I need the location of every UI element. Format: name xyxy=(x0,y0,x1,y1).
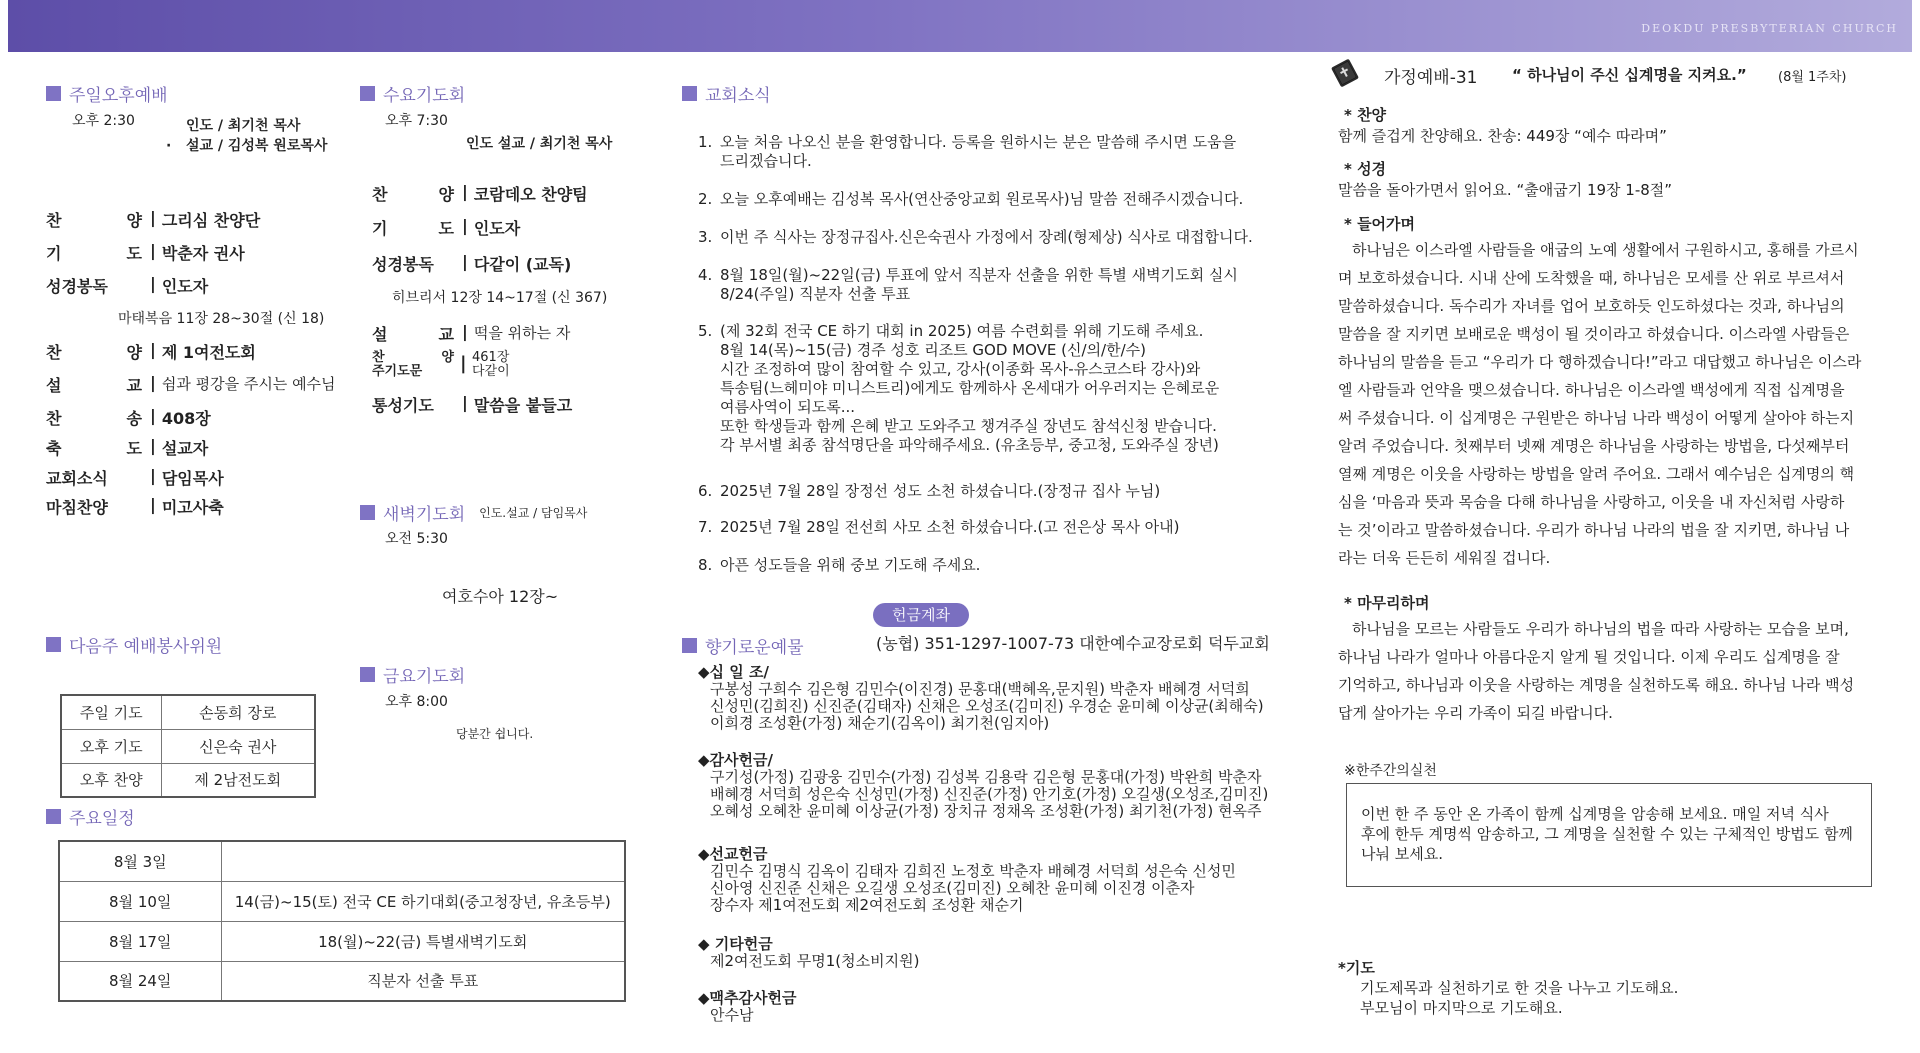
scripture-block: * 성경 말씀을 돌아가면서 읽어요. “출애굽기 19장 1-8절” xyxy=(1338,160,1673,199)
sunday-pm-time: 오후 2:30 xyxy=(72,113,135,129)
news-item: 4. 8월 18일(월)~22일(금) 투표에 앞서 직분자 선출을 위한 특별 새벽기도회 실시 8/24(주일) 직분자 선출 투표 xyxy=(698,266,1238,303)
section-next-week-title: 다음주 예배봉사위원 xyxy=(46,632,222,657)
header-banner xyxy=(8,0,1912,52)
practice-box: 이번 한 주 동안 온 가족이 함께 십계명을 암송해 보세요. 매일 저녁 식사 후에 한두 계명씩 암송하고, 그 계명을 실천할 수 있는 구체적인 방법도 함께 나눠 보세요. xyxy=(1346,783,1872,887)
bullet-square-icon xyxy=(360,86,375,101)
wednesday-hymn-values: 461장 다같이 xyxy=(472,350,510,379)
bullet-square-icon xyxy=(46,637,61,652)
church-name: DEOKDU PRESBYTERIAN CHURCH xyxy=(1641,22,1898,35)
section-friday-title: 금요기도회 xyxy=(360,662,465,687)
schedule-table xyxy=(58,840,626,1002)
bank-account: (농협) 351-1297-1007-73 대한예수교장로회 덕두교회 xyxy=(876,634,1270,653)
closing-block: * 마무리하며 하나님을 모르는 사람들도 우리가 하나님의 법을 따라 사랑하는 모습을 보며, 하나님 나라가 얼마나 아름다운지 알게 될 것입니다. 이제 우리도 십계명을 잘 기억하고, 하나님과 이웃을 사랑하는 계명을 실천하도록 해요. 하나님 나라 백성 답게 살아가는 우리 가족이 되길 바랍니다. xyxy=(1338,594,1855,722)
bullet-square-icon xyxy=(682,86,697,101)
order-row: 찬 송 | 408장 xyxy=(46,406,211,428)
news-item: 8. 아픈 성도들을 위해 중보 기도해 주세요. xyxy=(698,556,981,574)
family-worship-subtitle: “ 하나님이 주신 십계명을 지켜요.” xyxy=(1512,66,1747,84)
news-item: 1. 오늘 처음 나오신 분을 환영합니다. 등록을 원하시는 분은 말씀해 주시면 도움을 드리겠습니다. xyxy=(698,133,1237,170)
practice-heading: ※한주간의실천 xyxy=(1344,763,1437,779)
table-row: 8월 17일 18(월)~22(금) 특별새벽기도회 xyxy=(59,921,625,961)
wednesday-leader: 인도 설교 / 최기천 목사 xyxy=(466,136,613,152)
wednesday-time: 오후 7:30 xyxy=(385,113,448,129)
section-dawn-title: 새벽기도회 인도.설교 / 담임목사 xyxy=(360,500,587,525)
order-row: 마침찬양 | 미고사축 xyxy=(46,495,224,517)
order-row: 통성기도 | 말씀을 붙들고 xyxy=(372,393,573,415)
dawn-text: 여호수아 12장~ xyxy=(442,587,559,606)
bullet-square-icon xyxy=(360,505,375,520)
table-row: 주일 기도 손동희 장로 xyxy=(61,695,315,729)
section-schedule-title: 주요일정 xyxy=(46,804,135,829)
table-row: 오후 찬양 제 2남전도회 xyxy=(61,763,315,797)
family-worship-week: (8월 1주차) xyxy=(1778,70,1847,85)
table-row: 8월 10일 14(금)~15(토) 전국 CE 하기대회(중고청장년, 유초등부) xyxy=(59,881,625,921)
news-item: 2. 오늘 오후예배는 김성복 목사(연산중앙교회 원로목사)님 말씀 전해주시겠습니다. xyxy=(698,190,1244,208)
news-item: 3. 이번 주 식사는 장정규집사.신은숙권사 가정에서 장례(형제상) 식사로 대접합니다. xyxy=(698,228,1253,246)
offering-group: ◆ 기타헌금 제2여전도회 무명1(청소비지원) xyxy=(698,935,920,970)
family-worship-title: 가정예배-31 xyxy=(1384,68,1478,88)
praise-block: * 찬양 함께 즐겁게 찬양해요. 찬송: 449장 “예수 따라며” xyxy=(1338,106,1667,145)
news-item: 5. (제 32회 전국 CE 하기 대회 in 2025) 여름 수련회를 위해 기도해 주세요. 8월 14(목)~15(금) 경주 성호 리조트 GOD MOVE (신/의/한/수) 시간 조정하여 많이 참여할 수 있고, 강사(이종화 목사-유스코스타 강사)와 특송팀(느헤미야 미니스트리)에게도 함께하사 온세대가 어우러지는 은혜로운 여름사역이 되도록... 또한 학생들과 함께 은혜 받고 도와주고 챙겨주실 장년도 참석신청 받습니다. 각 부서별 최종 참석명단을 파악해주세요. (유초등부, 중고청, 도와주실 장년) xyxy=(698,322,1220,454)
section-news-title: 교회소식 xyxy=(682,81,771,106)
bullet-square-icon xyxy=(682,638,697,653)
bible-icon xyxy=(1328,56,1362,90)
news-item: 7. 2025년 7월 28일 전선희 사모 소천 하셨습니다.(고 전은상 목사 아내) xyxy=(698,518,1180,536)
sunday-pm-leader: 인도 / 최기천 목사 xyxy=(186,118,301,134)
wednesday-hymn-labels: 찬 양 주기도문 xyxy=(372,350,454,379)
news-item: 6. 2025년 7월 28일 장정선 성도 소천 하셨습니다.(장정규 집사 누님) xyxy=(698,482,1161,500)
friday-time: 오후 8:00 xyxy=(385,694,448,710)
next-week-table xyxy=(60,694,316,798)
section-offering-title: 향기로운예물 xyxy=(682,633,804,658)
section-wednesday-title: 수요기도회 xyxy=(360,81,465,106)
offering-group: ◆감사헌금/ 구기성(가정) 김광웅 김민수(가정) 김성복 김용락 김은형 문홍대(가정) 박완희 박춘자 배혜경 서덕희 성은숙 신성민(가정) 신진준(가정) 안기호(가정) 오길생(오성조,김미진) 오혜성 오혜찬 윤미혜 이상균(가정) 장치규 정채옥 조성환(가정) 최기천(가정) 현옥주 xyxy=(698,751,1269,820)
order-row: 축 도 | 설교자 xyxy=(46,436,209,458)
order-row: 기 도 | 인도자 xyxy=(372,216,521,238)
order-row: 성경봉독 | 다같이 (교독) xyxy=(372,252,572,274)
order-row: 찬 양 | 그리심 찬양단 xyxy=(46,208,261,230)
order-row: 찬 양 | 코람데오 찬양팀 xyxy=(372,182,588,204)
order-row: 기 도 | 박춘자 권사 xyxy=(46,241,245,263)
hymn-bar: | xyxy=(460,353,467,374)
order-row: 성경봉독 | 인도자 xyxy=(46,274,209,296)
offering-group: ◆선교헌금 김민수 김명식 김옥이 김태자 김희진 노정호 박춘자 배혜경 서덕희 성은숙 신성민 신아영 신진준 신채은 오길생 오성조(김미진) 오혜찬 윤미혜 이진경 이춘자 장수자 제1여전도회 제2여전도회 조성환 채순기 xyxy=(698,845,1236,914)
table-row: 8월 3일 xyxy=(59,841,625,881)
wednesday-scripture: 히브리서 12장 14~17절 (신 367) xyxy=(392,290,608,306)
offering-group: ◆맥추감사헌금 안수남 xyxy=(698,989,797,1024)
order-row: 교회소식 | 담임목사 xyxy=(46,466,224,488)
order-row: 찬 양 | 제 1여전도회 xyxy=(46,340,256,362)
section-sunday-pm-title: 주일오후예배 xyxy=(46,81,168,106)
table-row: 8월 24일 직분자 선출 투표 xyxy=(59,961,625,1001)
prayer-block: *기도 기도제목과 실천하기로 한 것을 나누고 기도해요. 부모님이 마지막으로 기도해요. xyxy=(1338,959,1679,1017)
bullet-square-icon xyxy=(46,809,61,824)
intro-block: * 들어가며 하나님은 이스라엘 사람들을 애굽의 노예 생활에서 구원하시고, 홍해를 가르시 며 보호하셨습니다. 시내 산에 도착했을 때, 하나님은 모세를 산 위로 부르셔서 말씀하셨습니다. 독수리가 자녀를 업어 보호하듯 인도하셨다는 것과, 하나님의 말씀을 잘 지키면 보배로운 백성이 될 것이라고 하셨습니다. 이스라엘 사람들은 하나님의 말씀을 듣고 “우리가 다 행하겠습니다!”라고 대답했고 하나님은 이스라 엘 사람들과 언약을 맺으셨습니다. 하나님은 이스라엘 백성에게 직접 십계명을 써 주셨습니다. 이 십계명은 구원받은 하나님 나라 백성이 어떻게 살아야 하는지 알려 주었습니다. 첫째부터 넷째 계명은 하나님을 사랑하는 방법을, 다섯째부터 열째 계명은 이웃을 사랑하는 방법을 알려 주어요. 그래서 예수님은 십계명의 핵 심을 ‘마음과 뜻과 목숨을 다해 하나님을 사랑하고, 이웃을 내 자신처럼 사랑하 는 것’이라고 말씀하셨습니다. 우리가 하나님 나라의 법을 잘 지키면, 하나님 나 라는 더욱 든든히 세워질 겁니다. xyxy=(1338,215,1862,567)
order-row: 설 교 | 쉼과 평강을 주시는 예수님 xyxy=(46,373,336,395)
bullet-square-icon xyxy=(46,86,61,101)
dawn-time: 오전 5:30 xyxy=(385,531,448,547)
order-row: 설 교 | 떡을 위하는 자 xyxy=(372,322,571,344)
account-badge: 헌금계좌 xyxy=(873,603,969,627)
bullet-square-icon xyxy=(360,667,375,682)
offering-group: ◆십 일 조/ 구봉성 구희수 김은형 김민수(이진경) 문홍대(백혜옥,문지원) 박춘자 배혜경 서덕희 신성민(김희진) 신진준(김태자) 신채은 오성조(김미진) 우경순 윤미혜 이상균(최해숙) 이희경 조성환(가정) 채순기(김옥이) 최기천(임지아) xyxy=(698,663,1264,732)
friday-note: 당분간 쉽니다. xyxy=(456,727,534,741)
sunday-pm-sermon: · 설교 / 김성복 원로목사 xyxy=(166,138,328,154)
table-row: 오후 기도 신은숙 권사 xyxy=(61,729,315,763)
sunday-pm-scripture: 마태복음 11장 28~30절 (신 18) xyxy=(118,311,325,327)
